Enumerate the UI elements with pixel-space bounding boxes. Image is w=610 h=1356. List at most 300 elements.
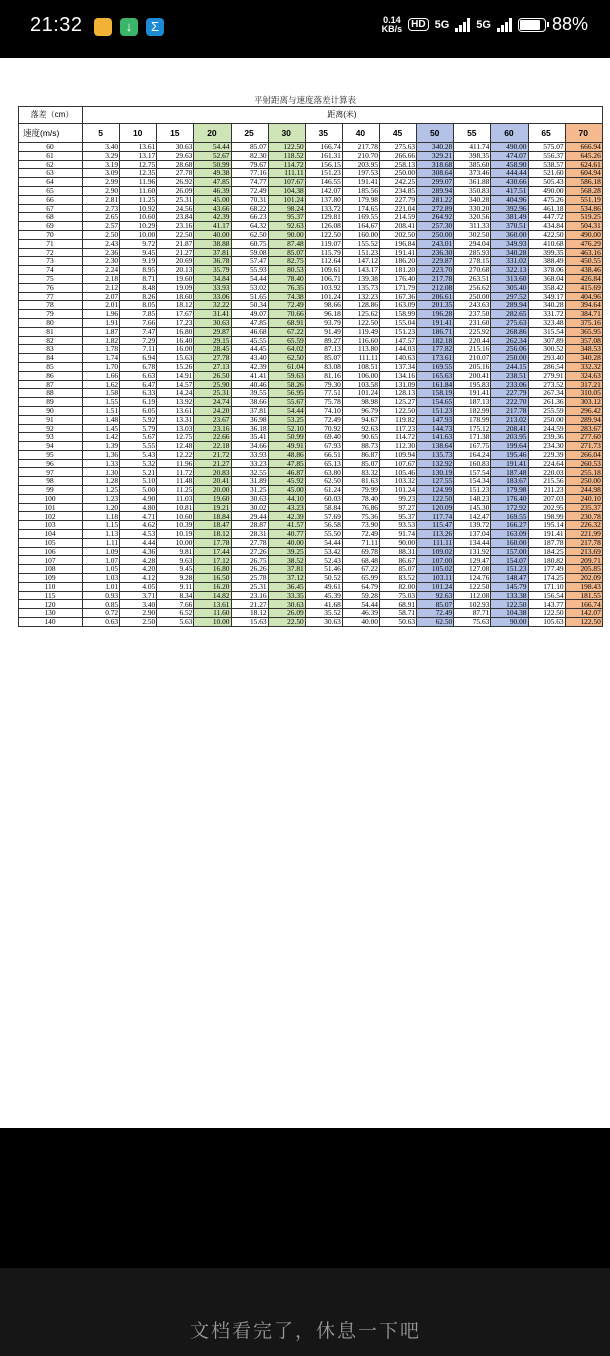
- drop-cell: 7.66: [157, 600, 194, 609]
- drop-cell: 33.93: [194, 283, 231, 292]
- drop-cell: 111.11: [417, 538, 454, 547]
- speed-cell: 87: [19, 380, 83, 389]
- drop-cell: 575.07: [528, 143, 565, 152]
- drop-cell: 450.55: [565, 257, 602, 266]
- drop-cell: 217.78: [417, 274, 454, 283]
- drop-cell: 199.64: [491, 442, 528, 451]
- drop-cell: 68.22: [231, 204, 268, 213]
- distance-header: 40: [342, 124, 379, 143]
- drop-cell: 0.85: [83, 600, 120, 609]
- drop-cell: 87.71: [454, 609, 491, 618]
- drop-cell: 54.44: [194, 143, 231, 152]
- drop-cell: 179.98: [342, 195, 379, 204]
- drop-cell: 72.49: [268, 301, 305, 310]
- drop-cell: 68.91: [380, 600, 417, 609]
- table-row: [19, 151, 603, 160]
- drop-cell: 2.07: [83, 292, 120, 301]
- drop-cell: 51.46: [305, 565, 342, 574]
- drop-cell: 18.12: [231, 609, 268, 618]
- drop-cell: 133.72: [305, 204, 342, 213]
- drop-cell: 16.80: [194, 565, 231, 574]
- net-type-1: 5G: [434, 18, 450, 31]
- drop-cell: 102.93: [454, 600, 491, 609]
- drop-cell: 47.85: [231, 318, 268, 327]
- drop-cell: 177.82: [417, 345, 454, 354]
- drop-cell: 29.15: [194, 336, 231, 345]
- speed-cell: 99: [19, 486, 83, 495]
- drop-cell: 35.79: [194, 266, 231, 275]
- drop-cell: 164.24: [454, 450, 491, 459]
- dark-band: [0, 1128, 610, 1268]
- drop-cell: 124.99: [417, 486, 454, 495]
- distance-header: 30: [268, 124, 305, 143]
- drop-cell: 360.00: [491, 230, 528, 239]
- drop-cell: 69.78: [342, 547, 379, 556]
- drop-cell: 45.00: [268, 486, 305, 495]
- table-row: [19, 143, 603, 152]
- drop-cell: 385.60: [454, 160, 491, 169]
- drop-cell: 66.51: [305, 450, 342, 459]
- drop-cell: 388.49: [528, 257, 565, 266]
- drop-cell: 63.80: [305, 468, 342, 477]
- drop-cell: 95.37: [380, 512, 417, 521]
- drop-cell: 182.18: [417, 336, 454, 345]
- drop-cell: 54.44: [342, 600, 379, 609]
- speed-label: 速度(m/s): [19, 124, 83, 143]
- drop-cell: 40.46: [231, 380, 268, 389]
- drop-cell: 221.04: [380, 204, 417, 213]
- drop-cell: 5.00: [120, 486, 157, 495]
- drop-cell: 289.94: [491, 301, 528, 310]
- drop-cell: 340.28: [565, 354, 602, 363]
- drop-cell: 106.00: [342, 371, 379, 380]
- drop-cell: 209.71: [565, 556, 602, 565]
- drop-cell: 107.67: [380, 459, 417, 468]
- drop-cell: 44.45: [231, 345, 268, 354]
- table-row: [19, 477, 603, 486]
- speed-cell: 89: [19, 398, 83, 407]
- drop-cell: 67.22: [342, 565, 379, 574]
- drop-cell: 79.67: [231, 160, 268, 169]
- drop-cell: 3.29: [83, 151, 120, 160]
- drop-cell: 12.75: [157, 433, 194, 442]
- table-row: [19, 512, 603, 521]
- drop-cell: 296.42: [565, 406, 602, 415]
- drop-cell: 191.41: [342, 178, 379, 187]
- drop-cell: 11.96: [120, 178, 157, 187]
- drop-cell: 1.25: [83, 486, 120, 495]
- drop-cell: 65.13: [305, 459, 342, 468]
- drop-cell: 294.04: [454, 239, 491, 248]
- drop-cell: 52.43: [305, 556, 342, 565]
- drop-cell: 1.39: [83, 442, 120, 451]
- drop-cell: 29.44: [231, 512, 268, 521]
- drop-cell: 64.02: [268, 345, 305, 354]
- speed-cell: 107: [19, 556, 83, 565]
- drop-cell: 5.21: [120, 468, 157, 477]
- drop-cell: 113.80: [342, 345, 379, 354]
- drop-cell: 293.40: [528, 354, 565, 363]
- drop-cell: 10.00: [157, 538, 194, 547]
- speed-cell: 94: [19, 442, 83, 451]
- drop-cell: 2.99: [83, 178, 120, 187]
- drop-cell: 8.95: [120, 266, 157, 275]
- drop-cell: 461.18: [528, 204, 565, 213]
- speed-cell: 80: [19, 318, 83, 327]
- drop-cell: 9.11: [157, 582, 194, 591]
- drop-cell: 370.51: [491, 222, 528, 231]
- drop-cell: 101.24: [380, 486, 417, 495]
- drop-cell: 222.70: [491, 398, 528, 407]
- drop-cell: 34.66: [231, 442, 268, 451]
- speed-cell: 106: [19, 547, 83, 556]
- drop-cell: 97.27: [380, 503, 417, 512]
- drop-cell: 145.79: [491, 582, 528, 591]
- distance-header: 20: [194, 124, 231, 143]
- drop-cell: 214.59: [380, 213, 417, 222]
- drop-cell: 1.62: [83, 380, 120, 389]
- drop-cell: 160.00: [491, 538, 528, 547]
- drop-cell: 25.78: [231, 574, 268, 583]
- drop-cell: 184.25: [528, 547, 565, 556]
- drop-cell: 55.93: [231, 266, 268, 275]
- drop-cell: 179.98: [491, 486, 528, 495]
- drop-cell: 83.52: [380, 574, 417, 583]
- table-row: [19, 486, 603, 495]
- drop-cell: 289.94: [417, 186, 454, 195]
- drop-cell: 171.79: [380, 283, 417, 292]
- drop-cell: 135.73: [342, 283, 379, 292]
- drop-cell: 6.33: [120, 389, 157, 398]
- drop-cell: 24.20: [194, 406, 231, 415]
- drop-cell: 313.60: [491, 274, 528, 283]
- drop-cell: 77.16: [231, 169, 268, 178]
- drop-cell: 444.44: [491, 169, 528, 178]
- drop-cell: 198.43: [565, 582, 602, 591]
- drop-cell: 195.14: [528, 521, 565, 530]
- drop-cell: 93.79: [305, 318, 342, 327]
- drop-cell: 538.57: [528, 160, 565, 169]
- drop-cell: 624.61: [565, 160, 602, 169]
- table-row: [19, 521, 603, 530]
- table-row: [19, 336, 603, 345]
- drop-cell: 305.40: [491, 283, 528, 292]
- drop-cell: 4.44: [120, 538, 157, 547]
- drop-cell: 129.47: [454, 556, 491, 565]
- drop-cell: 72.49: [417, 609, 454, 618]
- drop-cell: 13.92: [157, 398, 194, 407]
- drop-cell: 91.49: [305, 327, 342, 336]
- drop-cell: 79.30: [305, 380, 342, 389]
- drop-cell: 5.43: [120, 450, 157, 459]
- speed-cell: 74: [19, 266, 83, 275]
- drop-cell: 96.18: [305, 310, 342, 319]
- drop-cell: 19.09: [157, 283, 194, 292]
- drop-cell: 217.78: [342, 143, 379, 152]
- drop-cell: 160.83: [454, 459, 491, 468]
- drop-cell: 103.58: [342, 380, 379, 389]
- drop-cell: 330.20: [454, 204, 491, 213]
- drop-cell: 434.84: [528, 222, 565, 231]
- table-row: [19, 274, 603, 283]
- drop-cell: 66.23: [231, 213, 268, 222]
- drop-cell: 17.23: [157, 318, 194, 327]
- drop-cell: 2.73: [83, 204, 120, 213]
- drop-cell: 22.18: [194, 442, 231, 451]
- drop-cell: 300.52: [528, 345, 565, 354]
- drop-cell: 169.55: [342, 213, 379, 222]
- net-speed: 0.14 KB/s: [381, 14, 403, 34]
- drop-cell: 220.03: [528, 468, 565, 477]
- drop-cell: 4.71: [120, 512, 157, 521]
- drop-cell: 207.03: [528, 494, 565, 503]
- drop-cell: 23.67: [194, 415, 231, 424]
- speed-cell: 100: [19, 494, 83, 503]
- drop-cell: 142.07: [305, 186, 342, 195]
- drop-cell: 64.79: [342, 582, 379, 591]
- drop-cell: 1.30: [83, 468, 120, 477]
- drop-cell: 139.38: [342, 274, 379, 283]
- drop-cell: 151.23: [305, 169, 342, 178]
- drop-cell: 10.60: [120, 213, 157, 222]
- drop-cell: 275.63: [380, 143, 417, 152]
- drop-cell: 169.55: [417, 362, 454, 371]
- drop-cell: 166.74: [305, 143, 342, 152]
- drop-cell: 3.40: [120, 600, 157, 609]
- drop-cell: 108.51: [342, 362, 379, 371]
- drop-cell: 187.48: [491, 468, 528, 477]
- drop-cell: 26.09: [268, 609, 305, 618]
- drop-cell: 6.52: [157, 609, 194, 618]
- drop-cell: 556.37: [528, 151, 565, 160]
- drop-cell: 329.21: [417, 151, 454, 160]
- drop-cell: 40.00: [268, 538, 305, 547]
- drop-cell: 7.85: [120, 310, 157, 319]
- drop-cell: 96.79: [342, 406, 379, 415]
- drop-cell: 35.41: [231, 433, 268, 442]
- drop-cell: 98.66: [305, 301, 342, 310]
- drop-cell: 196.28: [417, 310, 454, 319]
- drop-cell: 74.38: [268, 292, 305, 301]
- drop-cell: 273.52: [528, 380, 565, 389]
- drop-cell: 568.28: [565, 186, 602, 195]
- drop-cell: 9.19: [120, 257, 157, 266]
- drop-cell: 0.93: [83, 591, 120, 600]
- drop-cell: 200.41: [454, 371, 491, 380]
- table-row: [19, 345, 603, 354]
- drop-cell: 476.29: [565, 239, 602, 248]
- drop-cell: 1.51: [83, 406, 120, 415]
- drop-cell: 46.39: [342, 609, 379, 618]
- drop-cell: 109.94: [380, 450, 417, 459]
- speed-cell: 109: [19, 574, 83, 583]
- drop-cell: 49.61: [305, 582, 342, 591]
- drop-cell: 279.91: [528, 371, 565, 380]
- table-row: [19, 582, 603, 591]
- drop-cell: 172.92: [491, 503, 528, 512]
- drop-cell: 29.63: [157, 151, 194, 160]
- table-row: [19, 547, 603, 556]
- table-row: [19, 195, 603, 204]
- drop-cell: 70.66: [268, 310, 305, 319]
- drop-cell: 5.32: [120, 459, 157, 468]
- drop-cell: 24.74: [194, 398, 231, 407]
- drop-cell: 22.50: [268, 618, 305, 627]
- drop-cell: 33.06: [194, 292, 231, 301]
- drop-cell: 1.03: [83, 574, 120, 583]
- drop-cell: 11.60: [120, 186, 157, 195]
- drop-cell: 521.60: [528, 169, 565, 178]
- drop-cell: 50.52: [305, 574, 342, 583]
- drop-cell: 53.02: [231, 283, 268, 292]
- drop-cell: 41.17: [194, 222, 231, 231]
- table-row: [19, 248, 603, 257]
- drop-cell: 350.83: [454, 186, 491, 195]
- distance-header: 10: [120, 124, 157, 143]
- drop-cell: 60.75: [231, 239, 268, 248]
- drop-cell: 133.38: [491, 591, 528, 600]
- drop-cell: 42.39: [268, 512, 305, 521]
- drop-cell: 14.24: [157, 389, 194, 398]
- speed-cell: 73: [19, 257, 83, 266]
- drop-cell: 8.34: [157, 591, 194, 600]
- drop-cell: 3.19: [83, 160, 120, 169]
- drop-cell: 49.07: [231, 310, 268, 319]
- drop-cell: 68.91: [268, 318, 305, 327]
- drop-cell: 260.53: [565, 459, 602, 468]
- speed-cell: 84: [19, 354, 83, 363]
- drop-cell: 67.22: [268, 327, 305, 336]
- drop-cell: 10.92: [120, 204, 157, 213]
- drop-cell: 182.99: [454, 406, 491, 415]
- drop-cell: 1.78: [83, 345, 120, 354]
- drop-cell: 225.92: [454, 327, 491, 336]
- drop-cell: 1.15: [83, 521, 120, 530]
- drop-cell: 50.34: [231, 301, 268, 310]
- drop-cell: 41.57: [268, 521, 305, 530]
- drop-cell: 167.75: [454, 442, 491, 451]
- drop-cell: 59.63: [268, 371, 305, 380]
- drop-cell: 227.79: [380, 195, 417, 204]
- drop-cell: 38.88: [194, 239, 231, 248]
- drop-cell: 422.50: [528, 230, 565, 239]
- table-row: [19, 292, 603, 301]
- drop-cell: 282.65: [491, 310, 528, 319]
- table-row: [19, 556, 603, 565]
- drop-cell: 12.35: [120, 169, 157, 178]
- drop-cell: 205.16: [454, 362, 491, 371]
- drop-cell: 109.02: [417, 547, 454, 556]
- drop-cell: 177.49: [528, 565, 565, 574]
- drop-cell: 2.50: [120, 618, 157, 627]
- drop-cell: 46.39: [194, 186, 231, 195]
- drop-cell: 243.01: [417, 239, 454, 248]
- drop-cell: 48.86: [268, 450, 305, 459]
- drop-cell: 196.84: [380, 239, 417, 248]
- drop-cell: 9.81: [157, 547, 194, 556]
- drop-cell: 94.67: [342, 415, 379, 424]
- drop-cell: 45.55: [231, 336, 268, 345]
- drop-cell: 13.61: [120, 143, 157, 152]
- drop-cell: 154.34: [454, 477, 491, 486]
- drop-cell: 415.69: [565, 283, 602, 292]
- drop-cell: 181.20: [380, 266, 417, 275]
- drop-cell: 49.38: [194, 169, 231, 178]
- table-row: [19, 239, 603, 248]
- drop-cell: 9.45: [157, 565, 194, 574]
- drop-cell: 244.59: [528, 424, 565, 433]
- drop-cell: 8.71: [120, 274, 157, 283]
- drop-cell: 202.50: [380, 230, 417, 239]
- drop-cell: 54.44: [268, 406, 305, 415]
- drop-cell: 122.50: [454, 582, 491, 591]
- drop-cell: 112.08: [454, 591, 491, 600]
- table-row: [19, 591, 603, 600]
- drop-cell: 22.50: [157, 230, 194, 239]
- drop-cell: 87.48: [268, 239, 305, 248]
- speed-cell: 83: [19, 345, 83, 354]
- drop-cell: 33.93: [231, 450, 268, 459]
- drop-cell: 29.87: [194, 327, 231, 336]
- drop-cell: 411.74: [454, 143, 491, 152]
- drop-cell: 82.30: [231, 151, 268, 160]
- table-row: [19, 257, 603, 266]
- speed-cell: 115: [19, 591, 83, 600]
- drop-cell: 447.72: [528, 213, 565, 222]
- drop-cell: 373.46: [454, 169, 491, 178]
- table-row: [19, 538, 603, 547]
- drop-cell: 17.44: [194, 547, 231, 556]
- drop-cell: 147.93: [417, 415, 454, 424]
- drop-cell: 13.61: [194, 600, 231, 609]
- drop-cell: 38.52: [268, 556, 305, 565]
- drop-cell: 10.19: [157, 530, 194, 539]
- drop-cell: 47.85: [268, 459, 305, 468]
- drop-cell: 105.46: [380, 468, 417, 477]
- drop-cell: 132.92: [417, 459, 454, 468]
- drop-cell: 106.71: [305, 274, 342, 283]
- drop-cell: 2.18: [83, 274, 120, 283]
- drop-cell: 180.82: [528, 556, 565, 565]
- drop-cell: 21.87: [157, 239, 194, 248]
- drop-cell: 310.05: [565, 389, 602, 398]
- drop-cell: 4.20: [120, 565, 157, 574]
- drop-cell: 36.78: [194, 257, 231, 266]
- drop-cell: 28.87: [231, 521, 268, 530]
- drop-cell: 378.06: [528, 266, 565, 275]
- drop-cell: 1.13: [83, 530, 120, 539]
- drop-cell: 26.92: [157, 178, 194, 187]
- drop-cell: 1.11: [83, 538, 120, 547]
- drop-cell: 185.56: [342, 186, 379, 195]
- drop-cell: 144.73: [417, 424, 454, 433]
- drop-cell: 243.63: [454, 301, 491, 310]
- drop-cell: 137.04: [454, 530, 491, 539]
- drop-cell: 45.00: [194, 195, 231, 204]
- drop-cell: 88.73: [342, 442, 379, 451]
- drop-cell: 21.72: [194, 450, 231, 459]
- drop-cell: 183.67: [491, 477, 528, 486]
- drop-cell: 7.29: [120, 336, 157, 345]
- drop-cell: 62.50: [268, 354, 305, 363]
- table-row: [19, 213, 603, 222]
- drop-cell: 107.67: [268, 178, 305, 187]
- table-row: [19, 178, 603, 187]
- drop-cell: 99.23: [380, 494, 417, 503]
- drop-cell: 238.51: [491, 371, 528, 380]
- drop-cell: 76.35: [268, 283, 305, 292]
- speed-cell: 81: [19, 327, 83, 336]
